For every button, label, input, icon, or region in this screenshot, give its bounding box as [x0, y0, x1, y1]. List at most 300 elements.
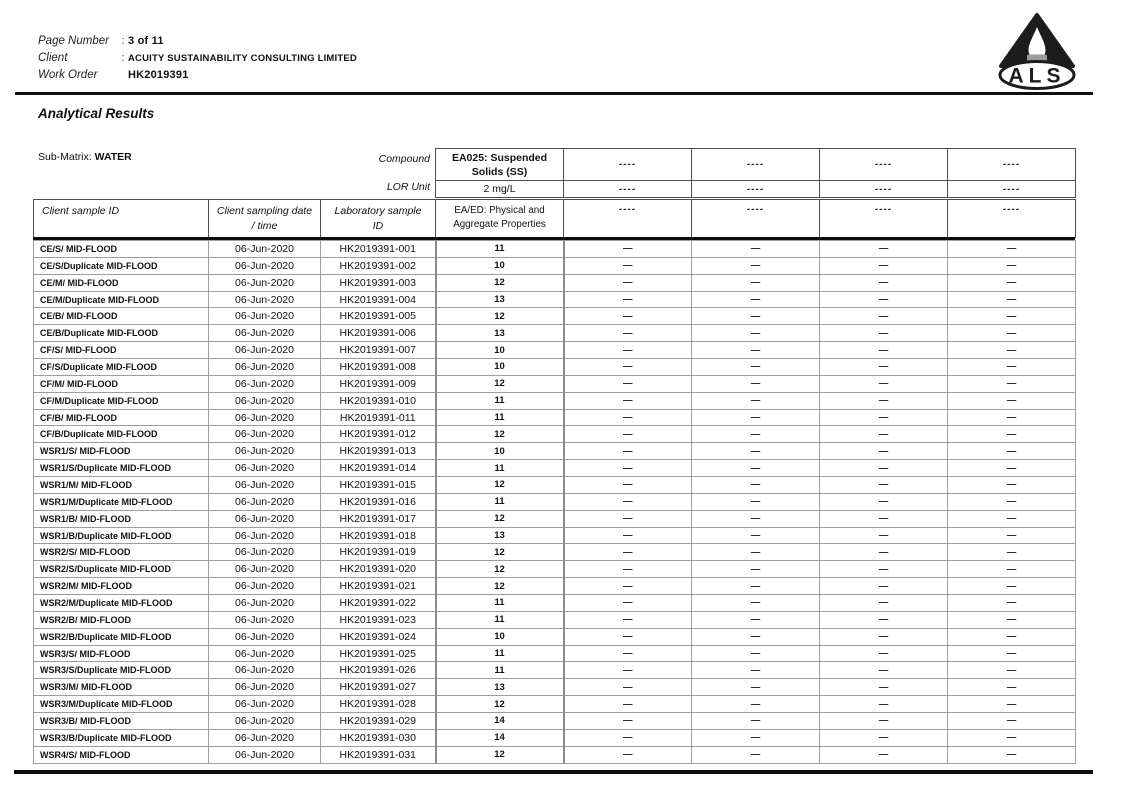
lab-sample-id-cell: HK2019391-001 — [321, 241, 436, 258]
result-value-cell: 11 — [436, 645, 564, 662]
lab-sample-id-cell: HK2019391-025 — [321, 645, 436, 662]
empty-result-cell: — — [820, 713, 948, 730]
lab-sample-id-cell: HK2019391-015 — [321, 477, 436, 494]
client-sample-id-cell: CF/B/ MID-FLOOD — [34, 409, 209, 426]
empty-result-cell: — — [948, 460, 1076, 477]
result-value-cell: 12 — [436, 561, 564, 578]
client-sample-id-cell: WSR3/B/ MID-FLOOD — [34, 713, 209, 730]
empty-result-cell: — — [564, 409, 692, 426]
empty-lor-cell: ---- — [948, 181, 1076, 198]
result-value-cell: 14 — [436, 713, 564, 730]
lab-sample-id-cell: HK2019391-009 — [321, 375, 436, 392]
sampling-date-cell: 06-Jun-2020 — [209, 679, 321, 696]
lab-sample-id-cell: HK2019391-030 — [321, 729, 436, 746]
lab-sample-id-header-line1: Laboratory sample — [334, 205, 422, 217]
empty-result-cell: — — [564, 257, 692, 274]
table-row — [34, 645, 1076, 662]
empty-result-cell: — — [692, 510, 820, 527]
table-row — [34, 359, 1076, 376]
sampling-date-cell: 06-Jun-2020 — [209, 729, 321, 746]
empty-result-cell: — — [692, 426, 820, 443]
submatrix-value: WATER — [94, 151, 132, 163]
empty-result-cell: — — [564, 645, 692, 662]
empty-result-cell: — — [948, 325, 1076, 342]
empty-result-cell: — — [948, 443, 1076, 460]
empty-result-cell: — — [948, 713, 1076, 730]
empty-result-cell: — — [692, 274, 820, 291]
sampling-date-header — [209, 200, 321, 238]
empty-result-cell: — — [948, 527, 1076, 544]
lab-sample-id-cell: HK2019391-031 — [321, 746, 436, 763]
empty-result-cell: — — [692, 409, 820, 426]
empty-result-cell: — — [564, 493, 692, 510]
result-value-cell: 13 — [436, 291, 564, 308]
empty-result-cell: — — [948, 493, 1076, 510]
table-row — [34, 291, 1076, 308]
client-sample-id-cell: CF/M/Duplicate MID-FLOOD — [34, 392, 209, 409]
client-sample-id-cell: WSR2/S/ MID-FLOOD — [34, 544, 209, 561]
empty-result-cell: — — [692, 257, 820, 274]
lab-sample-id-cell: HK2019391-023 — [321, 611, 436, 628]
empty-result-cell: — — [820, 274, 948, 291]
result-value-cell: 12 — [436, 375, 564, 392]
empty-result-cell: — — [564, 561, 692, 578]
empty-result-cell: — — [820, 544, 948, 561]
empty-result-cell: — — [564, 662, 692, 679]
sampling-date-header-line2: / time — [251, 220, 278, 232]
result-value-cell: 11 — [436, 409, 564, 426]
result-value-cell: 12 — [436, 426, 564, 443]
sampling-date-cell: 06-Jun-2020 — [209, 460, 321, 477]
lab-sample-id-header-line2: ID — [372, 220, 384, 232]
empty-result-cell: — — [948, 392, 1076, 409]
table-row — [34, 578, 1076, 595]
table-row — [34, 409, 1076, 426]
empty-result-cell: — — [564, 308, 692, 325]
client-sample-id-cell: WSR1/B/ MID-FLOOD — [34, 510, 209, 527]
empty-result-cell: — — [564, 510, 692, 527]
table-row — [34, 713, 1076, 730]
lab-sample-id-cell: HK2019391-008 — [321, 359, 436, 376]
empty-result-cell: — — [820, 291, 948, 308]
sampling-date-cell: 06-Jun-2020 — [209, 662, 321, 679]
als-logo-icon — [996, 8, 1082, 94]
empty-result-cell: — — [564, 291, 692, 308]
lab-sample-id-cell: HK2019391-026 — [321, 662, 436, 679]
empty-result-cell: — — [692, 713, 820, 730]
empty-result-cell: — — [948, 409, 1076, 426]
empty-result-cell: — — [692, 628, 820, 645]
empty-result-cell: — — [692, 527, 820, 544]
table-row — [34, 679, 1076, 696]
sampling-date-cell: 06-Jun-2020 — [209, 359, 321, 376]
column-header-row — [34, 200, 1076, 238]
result-value-cell: 13 — [436, 679, 564, 696]
empty-result-cell: — — [692, 645, 820, 662]
empty-result-cell: — — [820, 595, 948, 612]
result-value-cell: 10 — [436, 257, 564, 274]
compound-name-cell — [436, 149, 564, 181]
sampling-date-cell: 06-Jun-2020 — [209, 325, 321, 342]
sampling-date-cell: 06-Jun-2020 — [209, 392, 321, 409]
table-row — [34, 375, 1076, 392]
empty-result-cell: — — [948, 628, 1076, 645]
page-number-value: 3 of 11 — [128, 35, 164, 47]
empty-result-cell: — — [692, 241, 820, 258]
empty-result-cell: — — [820, 493, 948, 510]
result-value-cell: 11 — [436, 595, 564, 612]
client-sample-id-cell: CE/B/ MID-FLOOD — [34, 308, 209, 325]
empty-result-cell: — — [820, 578, 948, 595]
page-number-label: Page Number — [38, 35, 109, 47]
empty-result-cell: — — [692, 325, 820, 342]
empty-result-cell: — — [948, 679, 1076, 696]
result-value-cell: 10 — [436, 359, 564, 376]
empty-result-cell: — — [820, 409, 948, 426]
empty-result-cell: — — [692, 662, 820, 679]
client-sample-id-cell: WSR3/M/Duplicate MID-FLOOD — [34, 696, 209, 713]
empty-result-cell: — — [692, 443, 820, 460]
client-sample-id-cell: WSR3/S/ MID-FLOOD — [34, 645, 209, 662]
empty-result-cell: — — [692, 544, 820, 561]
empty-result-cell: — — [564, 544, 692, 561]
empty-result-cell: — — [948, 645, 1076, 662]
method-group-line1: EA/ED: Physical and — [454, 205, 545, 216]
table-row — [34, 325, 1076, 342]
empty-result-cell: — — [948, 274, 1076, 291]
sampling-date-cell: 06-Jun-2020 — [209, 645, 321, 662]
empty-result-cell: — — [820, 611, 948, 628]
empty-result-cell: — — [820, 729, 948, 746]
client-sample-id-cell: CF/M/ MID-FLOOD — [34, 375, 209, 392]
empty-compound-cell: ---- — [820, 149, 948, 181]
empty-result-cell: — — [564, 729, 692, 746]
table-row — [34, 274, 1076, 291]
empty-result-cell: — — [564, 611, 692, 628]
empty-compound-cell: ---- — [564, 149, 692, 181]
empty-result-cell: — — [564, 527, 692, 544]
empty-result-cell: — — [820, 359, 948, 376]
client-sample-id-cell: WSR3/M/ MID-FLOOD — [34, 679, 209, 696]
separator-colon: : — [121, 52, 125, 64]
empty-result-cell: — — [564, 392, 692, 409]
table-row — [34, 241, 1076, 258]
empty-result-cell: — — [692, 359, 820, 376]
sampling-date-cell: 06-Jun-2020 — [209, 274, 321, 291]
result-value-cell: 12 — [436, 274, 564, 291]
sampling-date-cell: 06-Jun-2020 — [209, 443, 321, 460]
work-order-row — [38, 69, 357, 86]
table-row — [34, 308, 1076, 325]
empty-result-cell: — — [820, 477, 948, 494]
client-sample-id-cell: WSR1/S/Duplicate MID-FLOOD — [34, 460, 209, 477]
empty-result-cell: — — [820, 426, 948, 443]
empty-column-header: ---- — [820, 200, 948, 238]
empty-result-cell: — — [564, 477, 692, 494]
lor-row-label: LOR Unit — [386, 181, 430, 193]
compound-name-line1: EA025: Suspended — [451, 151, 548, 164]
empty-result-cell: — — [820, 746, 948, 763]
sampling-date-cell: 06-Jun-2020 — [209, 409, 321, 426]
results-table — [33, 240, 1076, 764]
empty-lor-cell: ---- — [692, 181, 820, 198]
client-row — [38, 52, 357, 69]
table-row — [34, 257, 1076, 274]
empty-result-cell: — — [948, 342, 1076, 359]
empty-result-cell: — — [564, 359, 692, 376]
sampling-date-cell: 06-Jun-2020 — [209, 426, 321, 443]
empty-result-cell: — — [820, 308, 948, 325]
empty-result-cell: — — [820, 628, 948, 645]
lab-sample-id-cell: HK2019391-024 — [321, 628, 436, 645]
client-sample-id-cell: WSR1/B/Duplicate MID-FLOOD — [34, 527, 209, 544]
lab-sample-id-cell: HK2019391-013 — [321, 443, 436, 460]
empty-result-cell: — — [948, 241, 1076, 258]
separator-colon: : — [121, 35, 125, 47]
empty-result-cell: — — [820, 645, 948, 662]
page-number-row — [38, 35, 357, 52]
table-row — [34, 595, 1076, 612]
client-sample-id-cell: WSR1/M/Duplicate MID-FLOOD — [34, 493, 209, 510]
empty-result-cell: — — [692, 679, 820, 696]
submatrix-line — [38, 151, 132, 163]
empty-result-cell: — — [948, 662, 1076, 679]
compound-name-line2: Solids (SS) — [471, 165, 528, 178]
sampling-date-header-line1: Client sampling date — [216, 205, 313, 217]
table-row — [34, 443, 1076, 460]
result-value-cell: 10 — [436, 443, 564, 460]
table-row — [34, 460, 1076, 477]
empty-result-cell: — — [692, 342, 820, 359]
empty-result-cell: — — [564, 375, 692, 392]
lab-sample-id-cell: HK2019391-017 — [321, 510, 436, 527]
sampling-date-cell: 06-Jun-2020 — [209, 477, 321, 494]
empty-result-cell: — — [948, 375, 1076, 392]
empty-result-cell: — — [564, 696, 692, 713]
empty-result-cell: — — [820, 460, 948, 477]
lab-sample-id-cell: HK2019391-011 — [321, 409, 436, 426]
empty-result-cell: — — [564, 426, 692, 443]
method-group-header — [436, 200, 564, 238]
sampling-date-cell: 06-Jun-2020 — [209, 375, 321, 392]
lab-sample-id-cell: HK2019391-019 — [321, 544, 436, 561]
empty-column-header: ---- — [948, 200, 1076, 238]
empty-result-cell: — — [948, 561, 1076, 578]
header-rule — [15, 92, 1093, 95]
lab-sample-id-cell: HK2019391-016 — [321, 493, 436, 510]
empty-result-cell: — — [692, 493, 820, 510]
sampling-date-cell: 06-Jun-2020 — [209, 544, 321, 561]
work-order-value: HK2019391 — [128, 69, 189, 81]
empty-result-cell: — — [692, 746, 820, 763]
client-sample-id-cell: WSR4/S/ MID-FLOOD — [34, 746, 209, 763]
table-row — [34, 611, 1076, 628]
sampling-date-cell: 06-Jun-2020 — [209, 628, 321, 645]
result-value-cell: 12 — [436, 510, 564, 527]
table-row — [34, 392, 1076, 409]
empty-compound-cell: ---- — [692, 149, 820, 181]
lab-sample-id-cell: HK2019391-007 — [321, 342, 436, 359]
client-sample-id-cell: WSR2/B/Duplicate MID-FLOOD — [34, 628, 209, 645]
client-sample-id-cell: WSR2/M/Duplicate MID-FLOOD — [34, 595, 209, 612]
client-sample-id-cell: CF/S/Duplicate MID-FLOOD — [34, 359, 209, 376]
result-value-cell: 13 — [436, 325, 564, 342]
empty-result-cell: — — [948, 746, 1076, 763]
lab-sample-id-cell: HK2019391-027 — [321, 679, 436, 696]
sampling-date-cell: 06-Jun-2020 — [209, 595, 321, 612]
empty-result-cell: — — [564, 679, 692, 696]
client-sample-id-header: Client sample ID — [34, 200, 209, 238]
result-value-cell: 12 — [436, 578, 564, 595]
lab-sample-id-cell: HK2019391-005 — [321, 308, 436, 325]
empty-result-cell: — — [820, 257, 948, 274]
empty-result-cell: — — [948, 729, 1076, 746]
result-value-cell: 10 — [436, 628, 564, 645]
result-value-cell: 11 — [436, 241, 564, 258]
column-header-table — [33, 199, 1076, 238]
sampling-date-cell: 06-Jun-2020 — [209, 527, 321, 544]
lab-sample-id-cell: HK2019391-021 — [321, 578, 436, 595]
client-sample-id-cell: CE/M/Duplicate MID-FLOOD — [34, 291, 209, 308]
table-row — [34, 544, 1076, 561]
client-sample-id-cell: WSR3/S/Duplicate MID-FLOOD — [34, 662, 209, 679]
lab-sample-id-cell: HK2019391-006 — [321, 325, 436, 342]
lab-sample-id-cell: HK2019391-010 — [321, 392, 436, 409]
client-value: ACUITY SUSTAINABILITY CONSULTING LIMITED — [128, 53, 357, 64]
client-sample-id-cell: CF/B/Duplicate MID-FLOOD — [34, 426, 209, 443]
client-label: Client — [38, 52, 68, 64]
empty-result-cell: — — [692, 291, 820, 308]
empty-result-cell: — — [948, 308, 1076, 325]
empty-result-cell: — — [564, 628, 692, 645]
empty-result-cell: — — [948, 257, 1076, 274]
lab-sample-id-cell: HK2019391-022 — [321, 595, 436, 612]
empty-compound-cell: ---- — [948, 149, 1076, 181]
result-value-cell: 13 — [436, 527, 564, 544]
result-value-cell: 12 — [436, 746, 564, 763]
lor-unit-row — [436, 181, 1076, 198]
lab-sample-id-cell: HK2019391-012 — [321, 426, 436, 443]
table-row — [34, 342, 1076, 359]
result-value-cell: 12 — [436, 477, 564, 494]
logo-text: ALS — [1008, 64, 1066, 88]
empty-result-cell: — — [948, 611, 1076, 628]
empty-result-cell: — — [692, 308, 820, 325]
client-sample-id-cell: CE/S/ MID-FLOOD — [34, 241, 209, 258]
lab-sample-id-cell: HK2019391-003 — [321, 274, 436, 291]
empty-result-cell: — — [948, 359, 1076, 376]
sampling-date-cell: 06-Jun-2020 — [209, 746, 321, 763]
empty-lor-cell: ---- — [564, 181, 692, 198]
empty-result-cell: — — [948, 578, 1076, 595]
empty-result-cell: — — [820, 443, 948, 460]
work-order-label: Work Order — [38, 69, 98, 81]
client-sample-id-cell: WSR2/B/ MID-FLOOD — [34, 611, 209, 628]
empty-result-cell: — — [820, 561, 948, 578]
empty-result-cell: — — [948, 426, 1076, 443]
result-value-cell: 10 — [436, 342, 564, 359]
empty-result-cell: — — [564, 460, 692, 477]
sampling-date-cell: 06-Jun-2020 — [209, 510, 321, 527]
empty-result-cell: — — [820, 375, 948, 392]
client-sample-id-cell: WSR2/M/ MID-FLOOD — [34, 578, 209, 595]
empty-result-cell: — — [692, 375, 820, 392]
lab-sample-id-header — [321, 200, 436, 238]
sampling-date-cell: 06-Jun-2020 — [209, 291, 321, 308]
sampling-date-cell: 06-Jun-2020 — [209, 611, 321, 628]
table-row — [34, 426, 1076, 443]
empty-result-cell: — — [692, 460, 820, 477]
empty-result-cell: — — [820, 679, 948, 696]
client-sample-id-cell: WSR1/S/ MID-FLOOD — [34, 443, 209, 460]
client-sample-id-cell: WSR2/S/Duplicate MID-FLOOD — [34, 561, 209, 578]
table-row — [34, 662, 1076, 679]
sampling-date-cell: 06-Jun-2020 — [209, 561, 321, 578]
empty-result-cell: — — [948, 544, 1076, 561]
result-value-cell: 12 — [436, 308, 564, 325]
table-row — [34, 696, 1076, 713]
empty-result-cell: — — [692, 696, 820, 713]
table-row — [34, 561, 1076, 578]
sampling-date-cell: 06-Jun-2020 — [209, 713, 321, 730]
client-sample-id-cell: WSR1/M/ MID-FLOOD — [34, 477, 209, 494]
lab-sample-id-cell: HK2019391-029 — [321, 713, 436, 730]
empty-result-cell: — — [692, 578, 820, 595]
lor-unit-cell: 2 mg/L — [436, 181, 564, 198]
empty-result-cell: — — [564, 342, 692, 359]
lab-sample-id-cell: HK2019391-004 — [321, 291, 436, 308]
empty-result-cell: — — [564, 241, 692, 258]
empty-result-cell: — — [692, 729, 820, 746]
result-value-cell: 12 — [436, 544, 564, 561]
empty-result-cell: — — [564, 746, 692, 763]
result-value-cell: 14 — [436, 729, 564, 746]
empty-result-cell: — — [692, 477, 820, 494]
sampling-date-cell: 06-Jun-2020 — [209, 308, 321, 325]
sampling-date-cell: 06-Jun-2020 — [209, 257, 321, 274]
empty-result-cell: — — [948, 595, 1076, 612]
table-row — [34, 628, 1076, 645]
empty-result-cell: — — [564, 578, 692, 595]
section-title: Analytical Results — [38, 106, 155, 121]
client-sample-id-cell: CF/S/ MID-FLOOD — [34, 342, 209, 359]
lab-sample-id-cell: HK2019391-028 — [321, 696, 436, 713]
lab-sample-id-cell: HK2019391-014 — [321, 460, 436, 477]
sampling-date-cell: 06-Jun-2020 — [209, 241, 321, 258]
client-sample-id-cell: CE/B/Duplicate MID-FLOOD — [34, 325, 209, 342]
client-sample-id-cell: CE/S/Duplicate MID-FLOOD — [34, 257, 209, 274]
empty-result-cell: — — [564, 443, 692, 460]
sampling-date-cell: 06-Jun-2020 — [209, 342, 321, 359]
report-header — [38, 35, 357, 86]
table-row — [34, 510, 1076, 527]
page-bottom-rule — [14, 770, 1093, 774]
empty-lor-cell: ---- — [820, 181, 948, 198]
empty-result-cell: — — [692, 561, 820, 578]
empty-result-cell: — — [564, 713, 692, 730]
empty-result-cell: — — [820, 342, 948, 359]
result-value-cell: 11 — [436, 611, 564, 628]
empty-result-cell: — — [820, 325, 948, 342]
method-group-line2: Aggregate Properties — [453, 219, 546, 230]
sampling-date-cell: 06-Jun-2020 — [209, 493, 321, 510]
result-value-cell: 12 — [436, 696, 564, 713]
sampling-date-cell: 06-Jun-2020 — [209, 696, 321, 713]
empty-result-cell: — — [820, 696, 948, 713]
table-row — [34, 729, 1076, 746]
lab-sample-id-cell: HK2019391-018 — [321, 527, 436, 544]
empty-result-cell: — — [948, 291, 1076, 308]
